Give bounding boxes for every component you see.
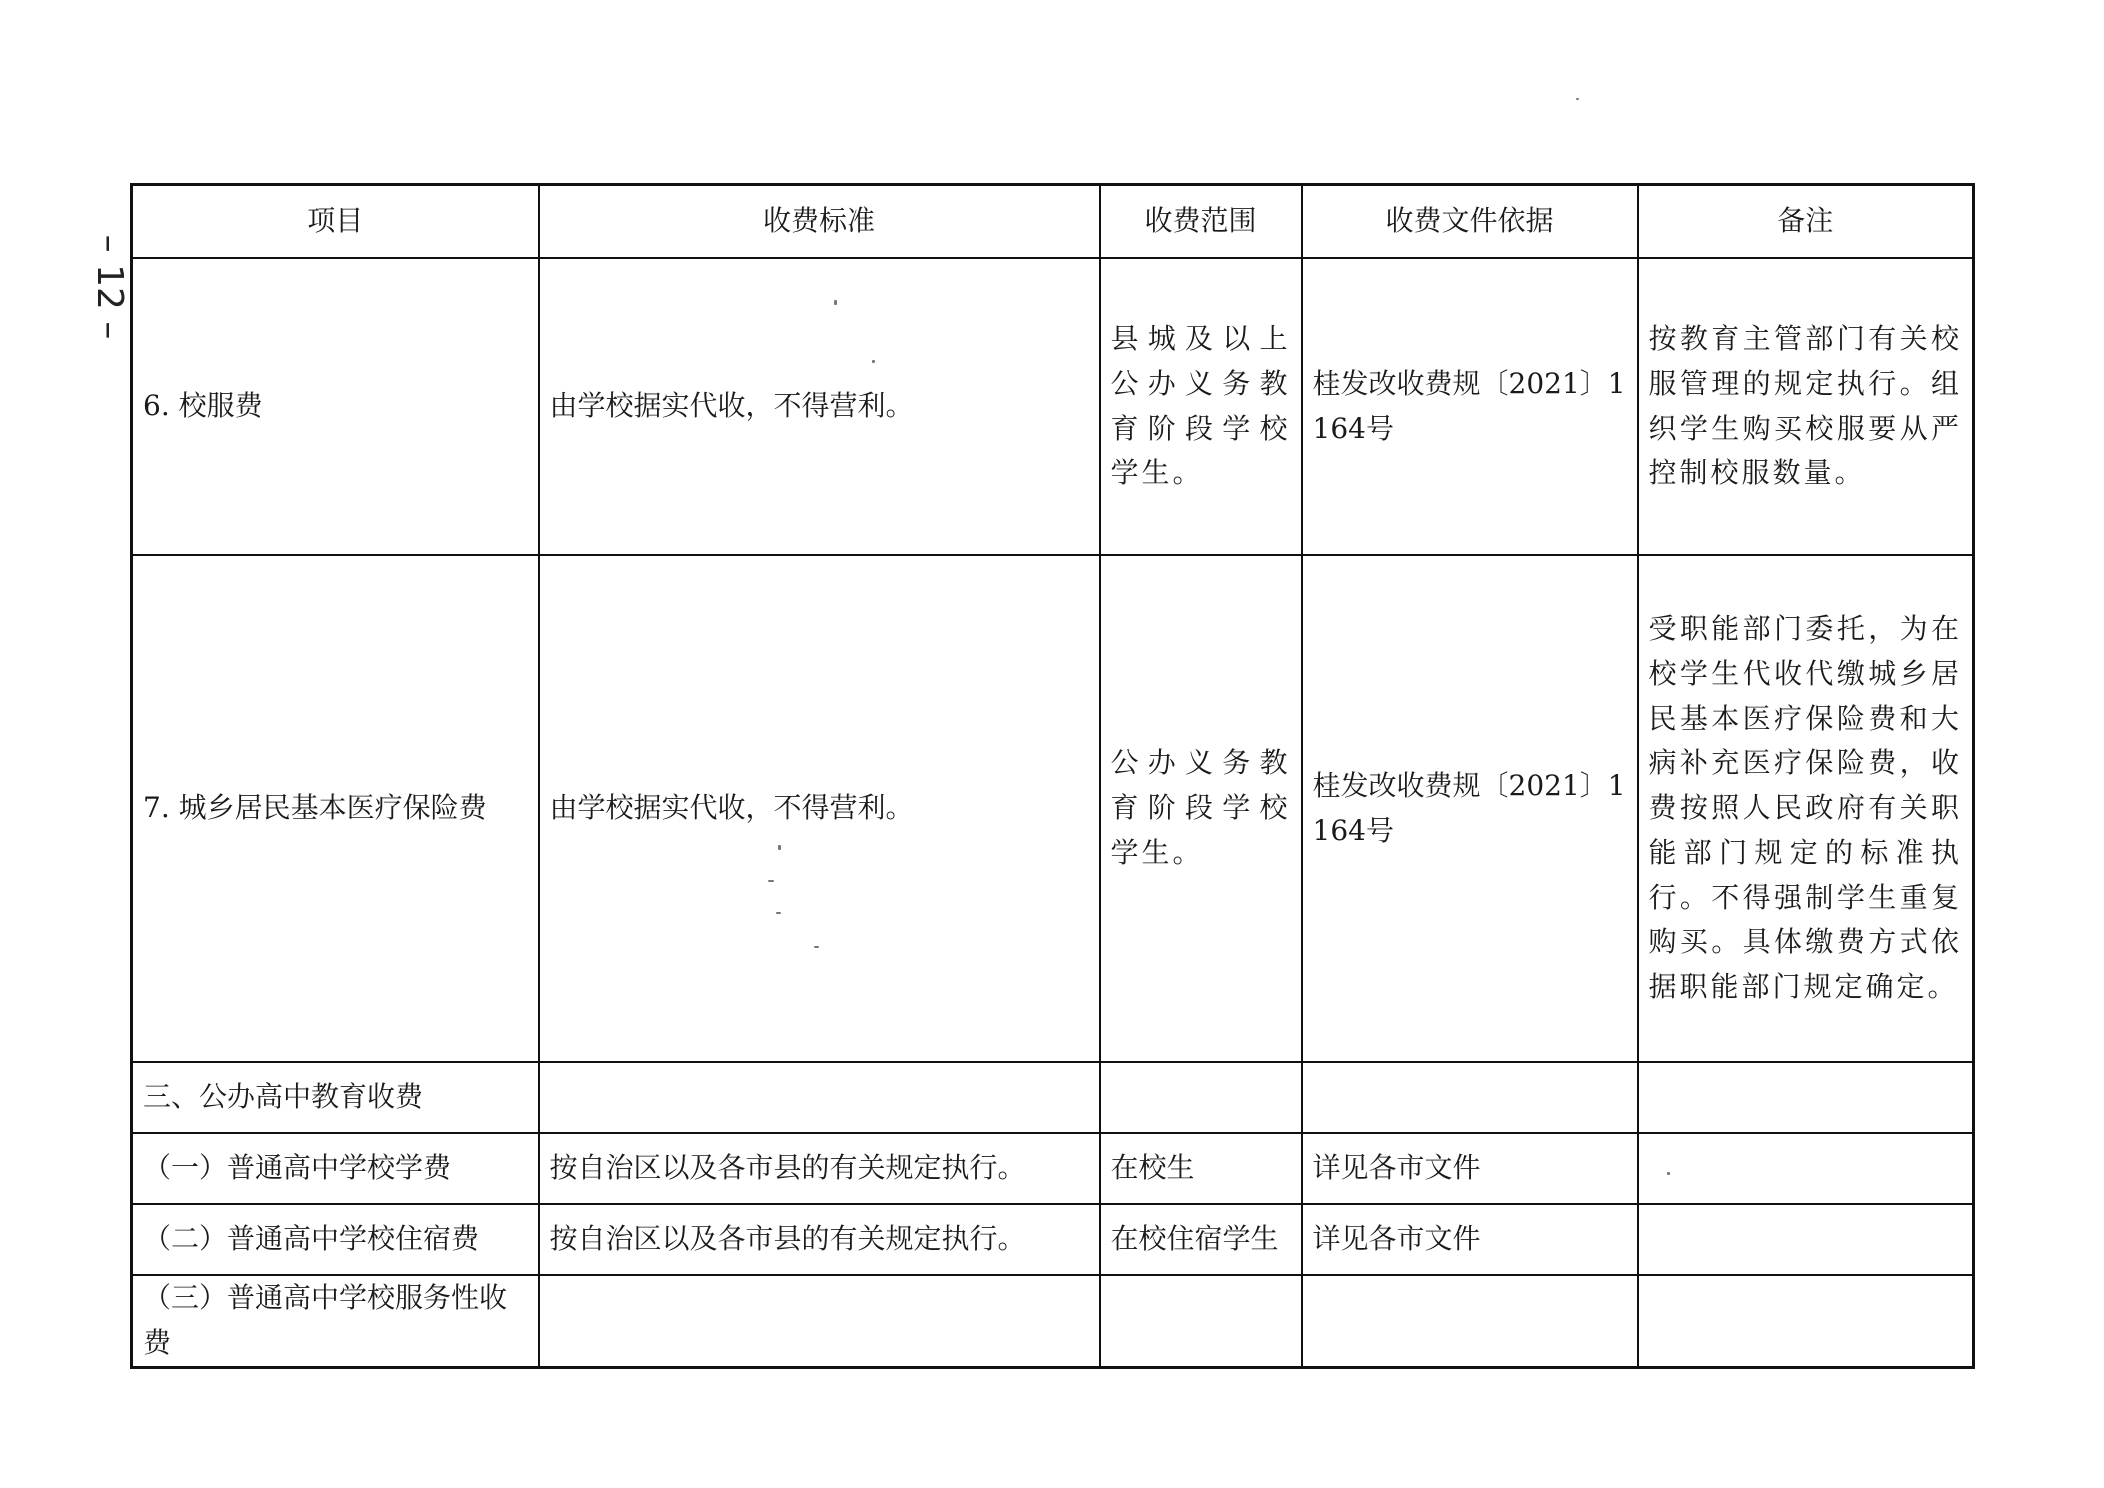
cell-scope: 在校住宿学生 [1100, 1204, 1302, 1275]
cell-basis: 桂发改收费规〔2021〕1164号 [1302, 258, 1638, 555]
cell-basis: 详见各市文件 [1302, 1133, 1638, 1204]
scan-speck [834, 300, 837, 305]
scan-speck [1576, 98, 1579, 100]
scan-speck [776, 912, 781, 914]
cell-empty [1638, 1062, 1974, 1133]
cell-scope: 公办义务教育阶段学校学生。 [1100, 555, 1302, 1062]
cell-empty [1100, 1062, 1302, 1133]
page-number: – 12 – [89, 234, 131, 340]
cell-standard: 按自治区以及各市县的有关规定执行。 [539, 1133, 1100, 1204]
cell-item: 6. 校服费 [132, 258, 539, 555]
scan-speck [768, 880, 774, 882]
cell-note [1638, 1204, 1974, 1275]
cell-basis [1302, 1275, 1638, 1367]
cell-item: （二）普通高中学校住宿费 [132, 1204, 539, 1275]
section-title: 三、公办高中教育收费 [132, 1062, 539, 1133]
header-note: 备注 [1638, 185, 1974, 259]
cell-standard [539, 1275, 1100, 1367]
cell-basis: 桂发改收费规〔2021〕1164号 [1302, 555, 1638, 1062]
cell-note [1638, 1275, 1974, 1367]
cell-basis: 详见各市文件 [1302, 1204, 1638, 1275]
header-basis: 收费文件依据 [1302, 185, 1638, 259]
cell-standard: 由学校据实代收，不得营利。 [539, 555, 1100, 1062]
table-header-row [132, 185, 1974, 259]
fee-table [130, 183, 1975, 1369]
table-row [132, 258, 1974, 555]
cell-empty [539, 1062, 1100, 1133]
header-item: 项目 [132, 185, 539, 259]
cell-item: 7. 城乡居民基本医疗保险费 [132, 555, 539, 1062]
cell-scope: 在校生 [1100, 1133, 1302, 1204]
cell-item: （三）普通高中学校服务性收费 [132, 1275, 539, 1367]
cell-item: （一）普通高中学校学费 [132, 1133, 539, 1204]
cell-scope: 县城及以上公办义务教育阶段学校学生。 [1100, 258, 1302, 555]
cell-scope [1100, 1275, 1302, 1367]
scan-speck [778, 845, 781, 850]
cell-note [1638, 1133, 1974, 1204]
header-standard: 收费标准 [539, 185, 1100, 259]
cell-empty [1302, 1062, 1638, 1133]
scan-speck [872, 360, 875, 363]
header-scope: 收费范围 [1100, 185, 1302, 259]
cell-note: 按教育主管部门有关校服管理的规定执行。组织学生购买校服要从严控制校服数量。 [1638, 258, 1974, 555]
cell-standard: 按自治区以及各市县的有关规定执行。 [539, 1204, 1100, 1275]
table-row [132, 555, 1974, 1062]
scan-speck [814, 946, 819, 948]
cell-note: 受职能部门委托，为在校学生代收代缴城乡居民基本医疗保险费和大病补充医疗保险费，收费按照人民政府有关职能部门规定的标准执行。不得强制学生重复购买。具体缴费方式依据职能部门规定确定。 [1638, 555, 1974, 1062]
table-row [132, 1204, 1974, 1275]
table-row [132, 1133, 1974, 1204]
table-row [132, 1275, 1974, 1367]
cell-standard: 由学校据实代收，不得营利。 [539, 258, 1100, 555]
section-row [132, 1062, 1974, 1133]
scan-speck [1667, 1172, 1670, 1175]
